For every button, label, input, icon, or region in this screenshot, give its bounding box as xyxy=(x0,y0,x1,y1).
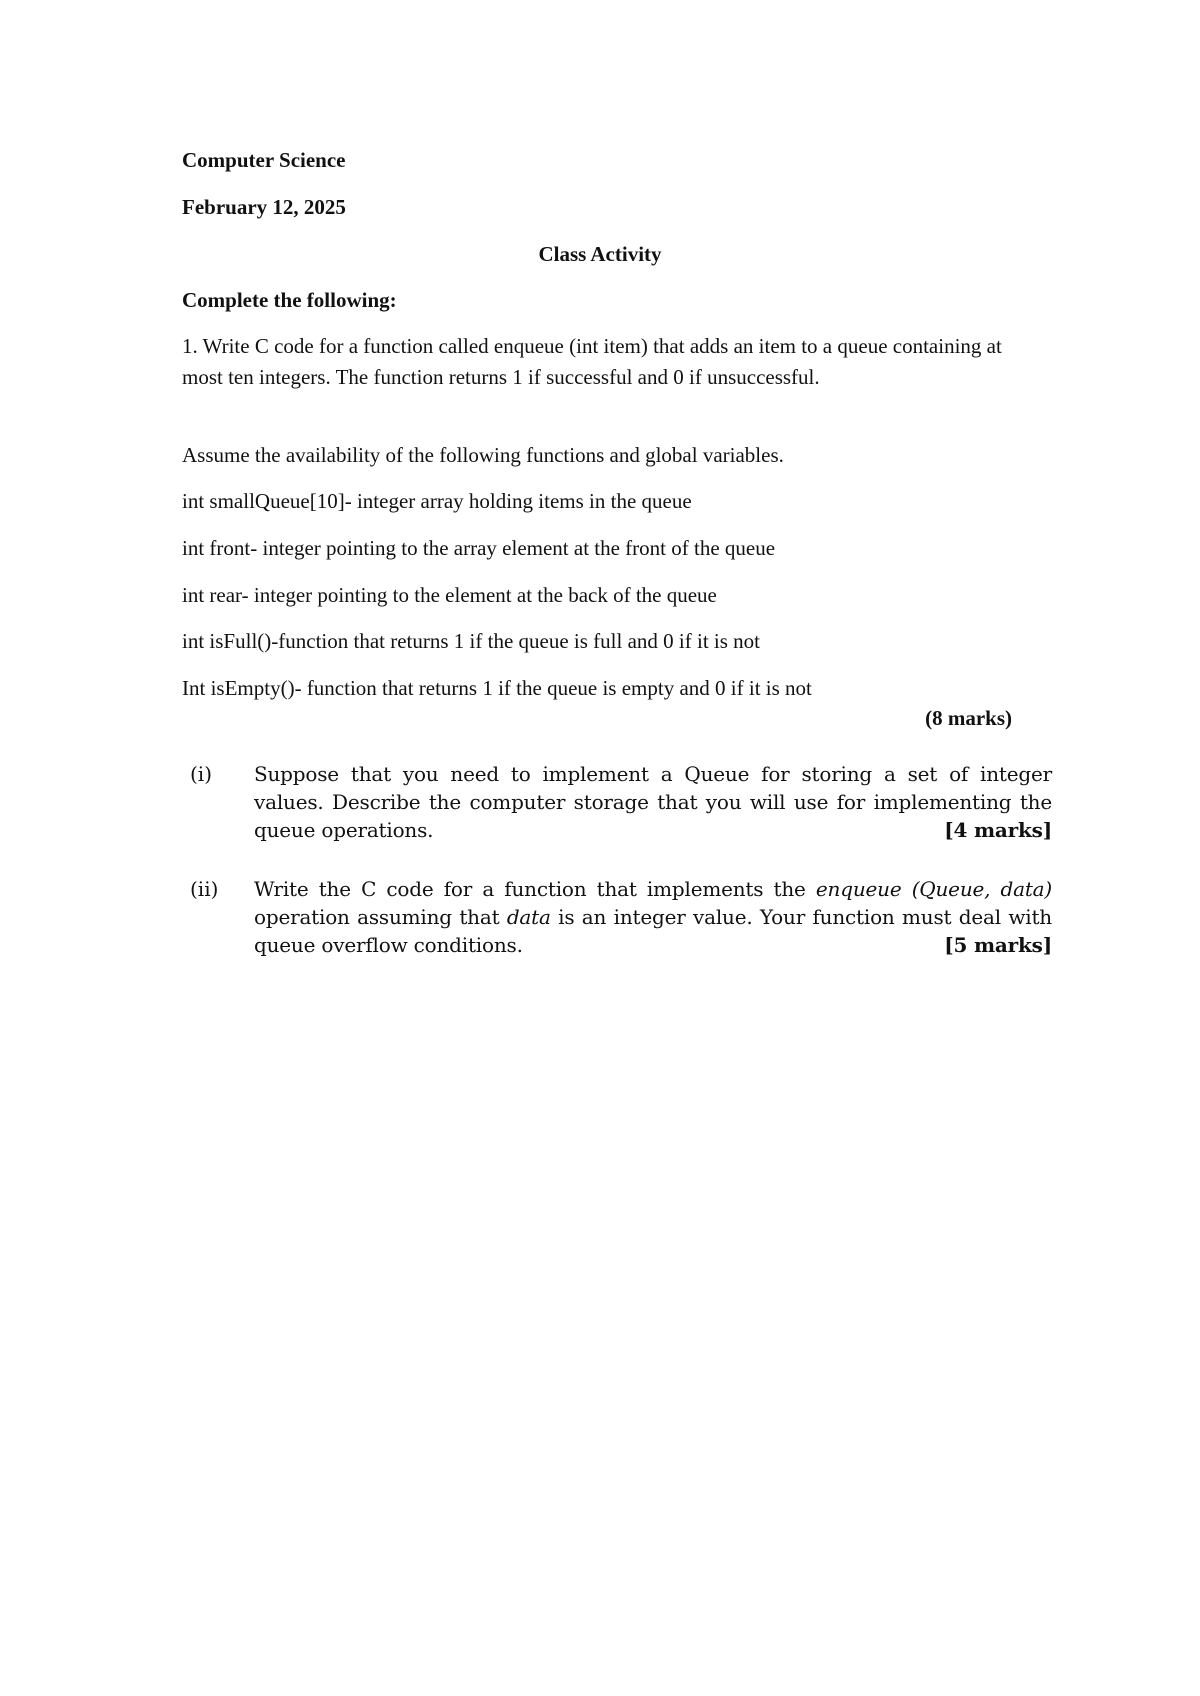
question-1-marks: (8 marks) xyxy=(925,706,1012,730)
subquestion-i-body xyxy=(254,760,1052,844)
subquestion-ii xyxy=(182,875,1052,965)
subquestion-ii-text-middle: operation assuming that xyxy=(254,905,507,929)
definition-small-queue: int smallQueue[10]- integer array holding items in the queue xyxy=(182,489,692,513)
question-1-text: 1. Write C code for a function called enqueue (int item) that adds an item to a queue containing at most ten integers. The function returns 1 if successful and 0 if unsuccessful. xyxy=(182,334,1002,389)
assumption-text: Assume the availability of the following functions and global variables. xyxy=(182,443,784,467)
subquestion-ii-marks: [5 marks] xyxy=(944,933,1052,957)
definition-rear: int rear- integer pointing to the element at the back of the queue xyxy=(182,583,717,607)
subquestion-i-number: (i) xyxy=(190,762,213,786)
course-name: Computer Science xyxy=(182,148,346,172)
subquestion-i-text: Suppose that you need to implement a Queue for storing a set of integer values. Describe the computer storage that you will use for implementing the queue operations. xyxy=(254,762,1052,842)
subquestion-i xyxy=(182,760,1052,850)
date: February 12, 2025 xyxy=(182,195,346,219)
subquestion-ii-italic-function: enqueue (Queue, data) xyxy=(815,877,1053,901)
instruction: Complete the following: xyxy=(182,288,397,312)
subquestion-ii-italic-data: data xyxy=(506,905,551,929)
definition-is-empty: Int isEmpty()- function that returns 1 if the queue is empty and 0 if it is not xyxy=(182,676,812,700)
page-title: Class Activity xyxy=(538,242,662,266)
definition-is-full: int isFull()-function that returns 1 if the queue is full and 0 if it is not xyxy=(182,629,760,653)
subquestion-ii-number: (ii) xyxy=(190,877,219,901)
subquestion-ii-text-before: Write the C code for a function that implements the xyxy=(254,877,816,901)
subquestion-ii-body xyxy=(254,875,1052,959)
subquestion-ii-text-after: is an integer value. Your function must deal with queue overflow conditions. xyxy=(254,905,1052,957)
subquestion-i-marks: [4 marks] xyxy=(944,818,1052,842)
definition-front: int front- integer pointing to the array element at the front of the queue xyxy=(182,536,776,560)
